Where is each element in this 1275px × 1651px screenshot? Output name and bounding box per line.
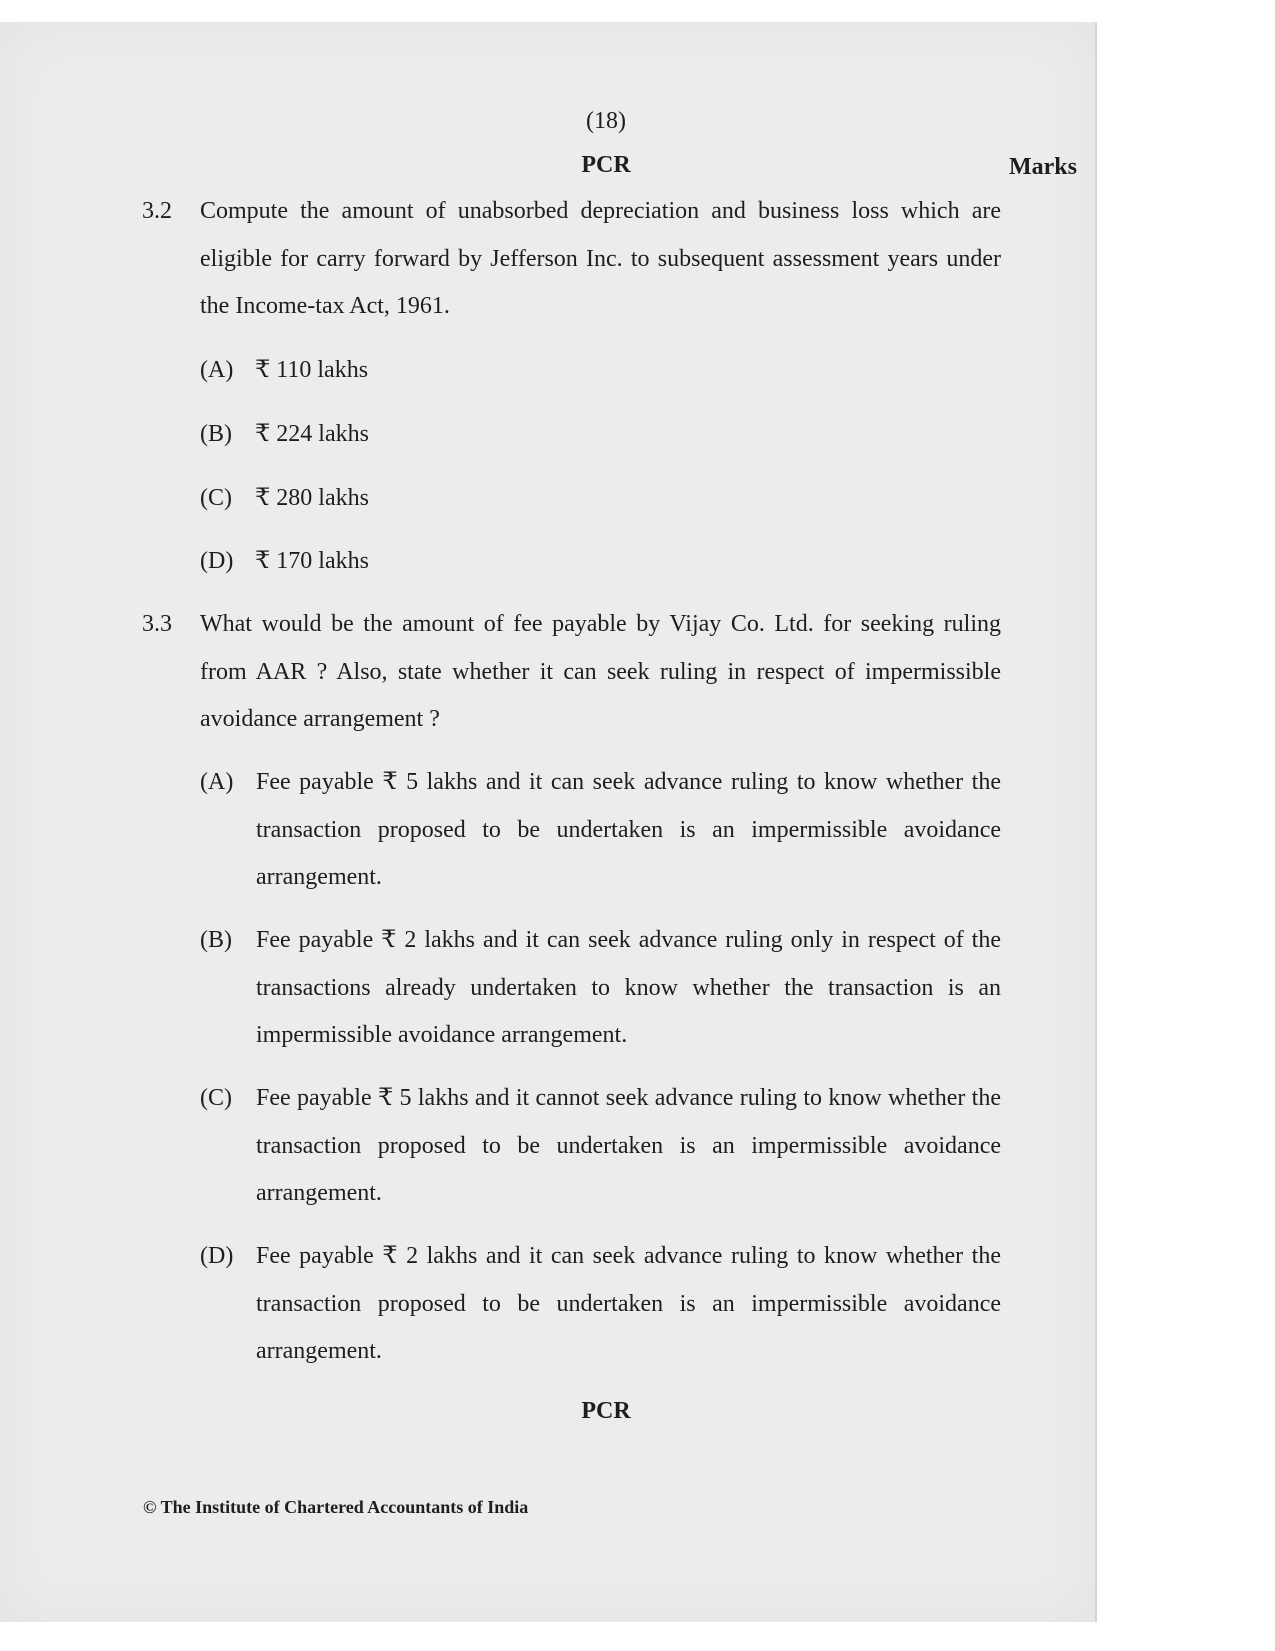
option-c: [200, 483, 369, 512]
option-text: ₹ 170 lakhs: [255, 548, 369, 574]
option-a: [200, 355, 368, 384]
copyright-notice: © The Institute of Chartered Accountants of India: [143, 1497, 529, 1517]
option-text: ₹ 110 lakhs: [255, 357, 369, 383]
option-label: (A): [200, 769, 234, 795]
option-text: Fee payable ₹ 2 lakhs and it can seek advance ruling only in respect of the transactions already undertaken to know whether the transaction is an impermissible avoidance arrangement.: [256, 927, 1001, 1048]
question-number: 3.3: [142, 611, 172, 637]
option-label: (D): [200, 548, 234, 574]
option-label: (C): [200, 1085, 232, 1111]
option-label: (D): [200, 1243, 234, 1269]
question-text: Compute the amount of unabsorbed depreciation and business loss which are eligible for carry forward by Jefferson Inc. to subsequent assessment years under the Income-tax Act, 1961.: [200, 198, 1001, 319]
option-label: (B): [200, 927, 232, 953]
option-d: [200, 546, 369, 575]
option-d: [200, 1233, 1001, 1376]
option-text: Fee payable ₹ 2 lakhs and it can seek advance ruling to know whether the transaction proposed to be undertaken is an impermissible avoidance arrangement.: [256, 1243, 1001, 1364]
option-b: [200, 419, 369, 448]
page-number: (18): [586, 108, 626, 134]
footer-code: PCR: [581, 1398, 631, 1424]
option-label: (A): [200, 357, 234, 383]
option-c: [200, 1075, 1001, 1218]
option-text: Fee payable ₹ 5 lakhs and it can seek advance ruling to know whether the transaction proposed to be undertaken is an impermissible avoidance arrangement.: [256, 769, 1001, 890]
marks-heading: Marks: [1009, 154, 1077, 180]
question-text: What would be the amount of fee payable by Vijay Co. Ltd. for seeking ruling from AAR ? Also, state whether it can seek ruling in respect of impermissible avoidance arrangement ?: [200, 611, 1001, 732]
option-label: (B): [200, 421, 232, 447]
question-number: 3.2: [142, 198, 172, 224]
option-a: [200, 759, 1001, 902]
header-code: PCR: [581, 152, 631, 178]
option-text: ₹ 280 lakhs: [255, 485, 369, 511]
option-b: [200, 917, 1001, 1060]
option-label: (C): [200, 485, 232, 511]
option-text: Fee payable ₹ 5 lakhs and it cannot seek advance ruling to know whether the transaction proposed to be undertaken is an impermissible avoidance arrangement.: [256, 1085, 1001, 1206]
option-text: ₹ 224 lakhs: [255, 421, 369, 447]
